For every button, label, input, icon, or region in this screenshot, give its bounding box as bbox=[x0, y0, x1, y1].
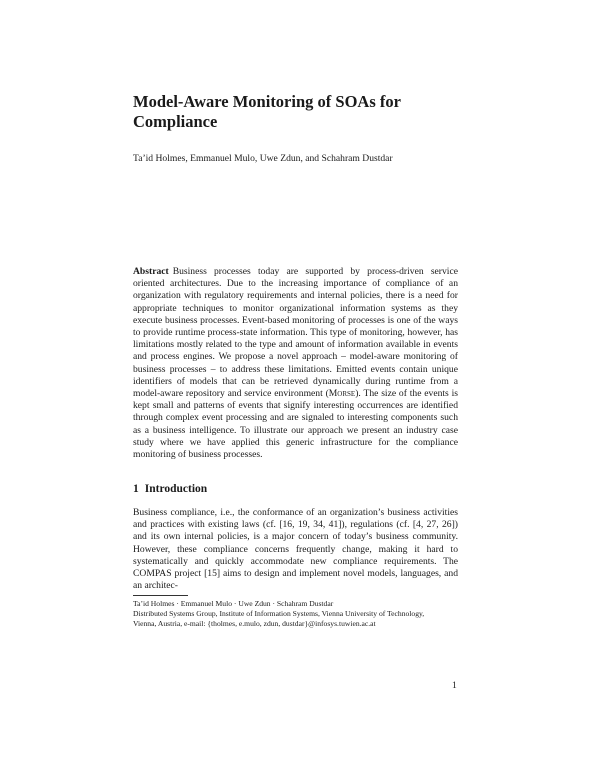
section-heading-introduction bbox=[133, 482, 463, 496]
abstract-label: Abstract bbox=[133, 266, 169, 277]
footnote-rule bbox=[133, 595, 188, 596]
abstract-acronym: Morse bbox=[328, 388, 356, 400]
footnote-names: Ta’id Holmes · Emmanuel Mulo · Uwe Zdun · Schahram Dustdar bbox=[133, 599, 334, 608]
paper-title: Model-Aware Monitoring of SOAs for Compliance bbox=[133, 92, 401, 131]
page-number: 1 bbox=[452, 680, 457, 691]
footnote-address: Vienna, Austria, e-mail: {tholmes, e.mulo, zdun, dustdar}@infosys.tuwien.ac.at bbox=[133, 619, 376, 628]
section-title: Introduction bbox=[144, 483, 208, 495]
introduction-paragraph: Business compliance, i.e., the conformance of an organization’s business activities and practices with existing laws (cf. [16, 19, 34, 41]), regulations (cf. [4, 27, 26]) and its own internal policies, is a major concern of today’s business community. However, these compliance concerns frequently change, making it hard to systematically and quickly accommodate new compliance requirements. The COMPAS project [15] aims to design and implement novel models, languages, and an architec- bbox=[133, 507, 458, 592]
footnote-affiliation: Distributed Systems Group, Institute of Information Systems, Vienna University of Technology, bbox=[133, 609, 425, 618]
abstract bbox=[133, 266, 458, 461]
abstract-text-part1: Business processes today are supported by process-driven service oriented architectures. Due to the increasing importance of compliance of an organization with regulatory requirements and internal policies, there is a need for appropriate techniques to monitor organizational information systems as they execute business processes. Event-based monitoring of processes is one of the ways to provide runtime process-state information. This type of monitoring, however, has limitations mostly related to the type and amount of information available in events and process engines. We propose a novel approach – model-aware monitoring of business processes – to address these limitations. Emitted events contain unique identifiers of models that can be retrieved dynamically during runtime from a model-aware repository and service environment ( bbox=[133, 266, 458, 400]
author-footnote bbox=[133, 599, 458, 629]
abstract-text-part2: ). The size of the events is kept small and patterns of events that signify interesting occurrences are identified through complex event processing and are signaled to interesting components such as a business intelligence. To illustrate our approach we present an industry case study where we have applied this generic infrastructure for the compliance monitoring of business processes. bbox=[133, 388, 459, 461]
author-list: Ta’id Holmes, Emmanuel Mulo, Uwe Zdun, and Schahram Dustdar bbox=[133, 153, 393, 164]
section-number: 1 bbox=[133, 483, 139, 495]
